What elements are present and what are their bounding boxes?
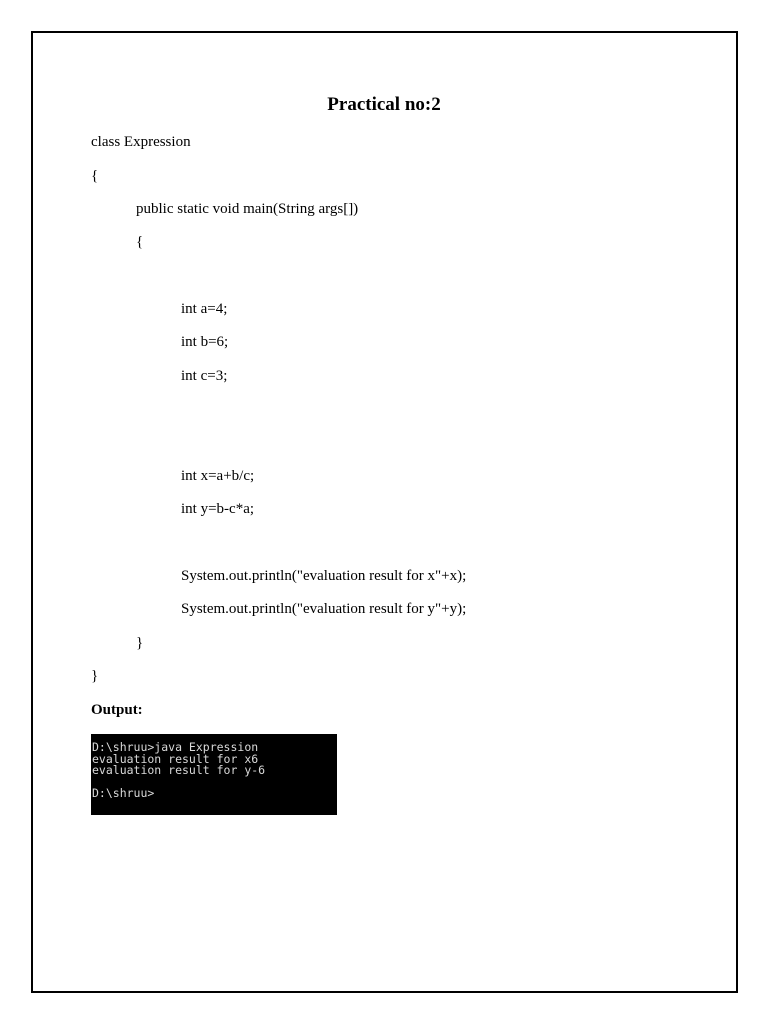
code-line: int x=a+b/c;: [181, 468, 255, 484]
code-line: }: [91, 668, 99, 684]
code-line: int y=b-c*a;: [181, 501, 255, 517]
console-line: evaluation result for x6: [92, 751, 259, 766]
page-title: Practical no:2: [327, 94, 441, 115]
code-line: class Expression: [91, 134, 191, 150]
code-line: int a=4;: [181, 301, 228, 317]
code-line: }: [136, 635, 144, 651]
code-line: public static void main(String args[]): [136, 201, 359, 217]
output-label: Output:: [91, 702, 143, 718]
console-prompt: D:\shruu>: [92, 786, 155, 800]
page-border: [31, 31, 738, 993]
console-line: evaluation result for y-6: [92, 763, 266, 777]
console-screenshot: [91, 734, 337, 815]
console-line: D:\shruu>java Expression: [92, 740, 259, 754]
code-line: int c=3;: [181, 368, 228, 384]
code-line: System.out.println("evaluation result for x"+x);: [181, 568, 467, 584]
code-line: int b=6;: [181, 334, 229, 350]
code-line: {: [136, 234, 144, 250]
code-line: System.out.println("evaluation result for y"+y);: [181, 601, 467, 617]
code-line: {: [91, 168, 99, 184]
